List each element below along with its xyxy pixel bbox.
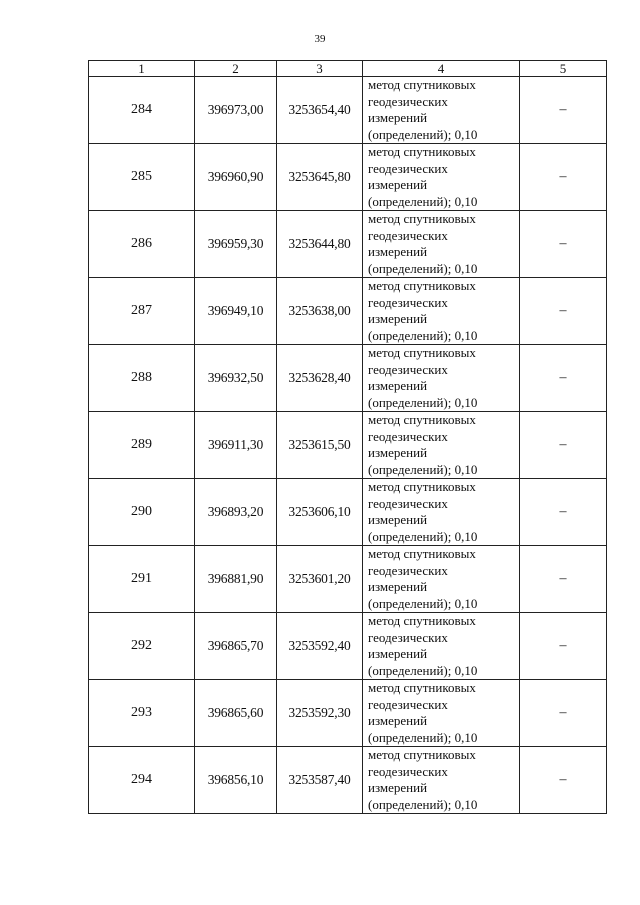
method-line: измерений — [368, 646, 428, 661]
method-line: (определений); 0,10 — [368, 461, 478, 477]
note-cell: – — [520, 211, 607, 278]
table-row — [89, 412, 607, 479]
method-cell — [363, 613, 520, 680]
method-line: геодезических — [368, 428, 448, 444]
y-coordinate-cell: 3253645,80 — [277, 144, 363, 211]
table-row — [89, 345, 607, 412]
method-line: измерений — [368, 177, 428, 192]
table-row — [89, 747, 607, 814]
point-number-cell: 290 — [89, 479, 195, 546]
method-line: метод спутниковых — [368, 747, 476, 762]
x-coordinate-cell: 396856,10 — [195, 747, 277, 814]
table-row — [89, 211, 607, 278]
note-cell: – — [520, 546, 607, 613]
method-line: метод спутниковых — [368, 479, 476, 494]
method-line: геодезических — [368, 294, 448, 310]
method-cell — [363, 479, 520, 546]
method-cell — [363, 144, 520, 211]
method-line: (определений); 0,10 — [368, 394, 478, 410]
point-number-cell: 289 — [89, 412, 195, 479]
x-coordinate-cell: 396865,70 — [195, 613, 277, 680]
method-line: измерений — [368, 378, 428, 393]
method-line: метод спутниковых — [368, 412, 476, 427]
method-cell — [363, 747, 520, 814]
y-coordinate-cell: 3253587,40 — [277, 747, 363, 814]
method-line: геодезических — [368, 629, 448, 645]
method-line: геодезических — [368, 160, 448, 176]
page-number: 39 — [314, 33, 326, 45]
table-row — [89, 278, 607, 345]
method-cell — [363, 77, 520, 144]
note-cell: – — [520, 345, 607, 412]
method-line: геодезических — [368, 562, 448, 578]
y-coordinate-cell: 3253644,80 — [277, 211, 363, 278]
method-line: (определений); 0,10 — [368, 260, 478, 276]
method-line: (определений); 0,10 — [368, 796, 478, 812]
column-header: 4 — [363, 61, 520, 77]
table-row — [89, 680, 607, 747]
note-cell: – — [520, 412, 607, 479]
method-line: геодезических — [368, 93, 448, 109]
method-line: измерений — [368, 579, 428, 594]
x-coordinate-cell: 396865,60 — [195, 680, 277, 747]
method-line: геодезических — [368, 361, 448, 377]
x-coordinate-cell: 396881,90 — [195, 546, 277, 613]
method-line: (определений); 0,10 — [368, 595, 478, 611]
y-coordinate-cell: 3253592,30 — [277, 680, 363, 747]
method-line: измерений — [368, 445, 428, 460]
note-cell: – — [520, 747, 607, 814]
y-coordinate-cell: 3253638,00 — [277, 278, 363, 345]
y-coordinate-cell: 3253654,40 — [277, 77, 363, 144]
coordinates-table — [88, 60, 607, 814]
method-line: измерений — [368, 110, 428, 125]
column-header: 1 — [89, 61, 195, 77]
method-line: измерений — [368, 512, 428, 527]
point-number-cell: 294 — [89, 747, 195, 814]
point-number-cell: 291 — [89, 546, 195, 613]
method-line: метод спутниковых — [368, 144, 476, 159]
method-line: измерений — [368, 311, 428, 326]
column-header: 5 — [520, 61, 607, 77]
note-cell: – — [520, 278, 607, 345]
table-body — [89, 77, 607, 814]
method-line: (определений); 0,10 — [368, 126, 478, 142]
point-number-cell: 286 — [89, 211, 195, 278]
x-coordinate-cell: 396932,50 — [195, 345, 277, 412]
method-line: геодезических — [368, 696, 448, 712]
method-line: метод спутниковых — [368, 546, 476, 561]
method-cell — [363, 680, 520, 747]
method-line: (определений); 0,10 — [368, 729, 478, 745]
y-coordinate-cell: 3253615,50 — [277, 412, 363, 479]
method-cell — [363, 412, 520, 479]
y-coordinate-cell: 3253606,10 — [277, 479, 363, 546]
method-line: измерений — [368, 713, 428, 728]
method-cell — [363, 278, 520, 345]
method-line: (определений); 0,10 — [368, 662, 478, 678]
point-number-cell: 288 — [89, 345, 195, 412]
point-number-cell: 293 — [89, 680, 195, 747]
method-line: (определений); 0,10 — [368, 528, 478, 544]
x-coordinate-cell: 396911,30 — [195, 412, 277, 479]
method-line: (определений); 0,10 — [368, 193, 478, 209]
note-cell: – — [520, 479, 607, 546]
method-line: геодезических — [368, 227, 448, 243]
method-line: измерений — [368, 244, 428, 259]
method-line: (определений); 0,10 — [368, 327, 478, 343]
note-cell: – — [520, 144, 607, 211]
point-number-cell: 285 — [89, 144, 195, 211]
x-coordinate-cell: 396973,00 — [195, 77, 277, 144]
table-row — [89, 546, 607, 613]
y-coordinate-cell: 3253601,20 — [277, 546, 363, 613]
column-header: 3 — [277, 61, 363, 77]
y-coordinate-cell: 3253628,40 — [277, 345, 363, 412]
column-header: 2 — [195, 61, 277, 77]
table-row — [89, 144, 607, 211]
method-cell — [363, 546, 520, 613]
table-row — [89, 613, 607, 680]
method-line: метод спутниковых — [368, 345, 476, 360]
point-number-cell: 287 — [89, 278, 195, 345]
note-cell: – — [520, 680, 607, 747]
method-line: геодезических — [368, 763, 448, 779]
point-number-cell: 292 — [89, 613, 195, 680]
table-row — [89, 77, 607, 144]
note-cell: – — [520, 613, 607, 680]
method-line: измерений — [368, 780, 428, 795]
method-line: метод спутниковых — [368, 278, 476, 293]
y-coordinate-cell: 3253592,40 — [277, 613, 363, 680]
method-cell — [363, 211, 520, 278]
method-line: геодезических — [368, 495, 448, 511]
table-row — [89, 479, 607, 546]
method-line: метод спутниковых — [368, 680, 476, 695]
table-header-row — [89, 61, 607, 77]
x-coordinate-cell: 396949,10 — [195, 278, 277, 345]
method-line: метод спутниковых — [368, 211, 476, 226]
method-line: метод спутниковых — [368, 77, 476, 92]
note-cell: – — [520, 77, 607, 144]
method-line: метод спутниковых — [368, 613, 476, 628]
point-number-cell: 284 — [89, 77, 195, 144]
x-coordinate-cell: 396960,90 — [195, 144, 277, 211]
method-cell — [363, 345, 520, 412]
x-coordinate-cell: 396959,30 — [195, 211, 277, 278]
x-coordinate-cell: 396893,20 — [195, 479, 277, 546]
